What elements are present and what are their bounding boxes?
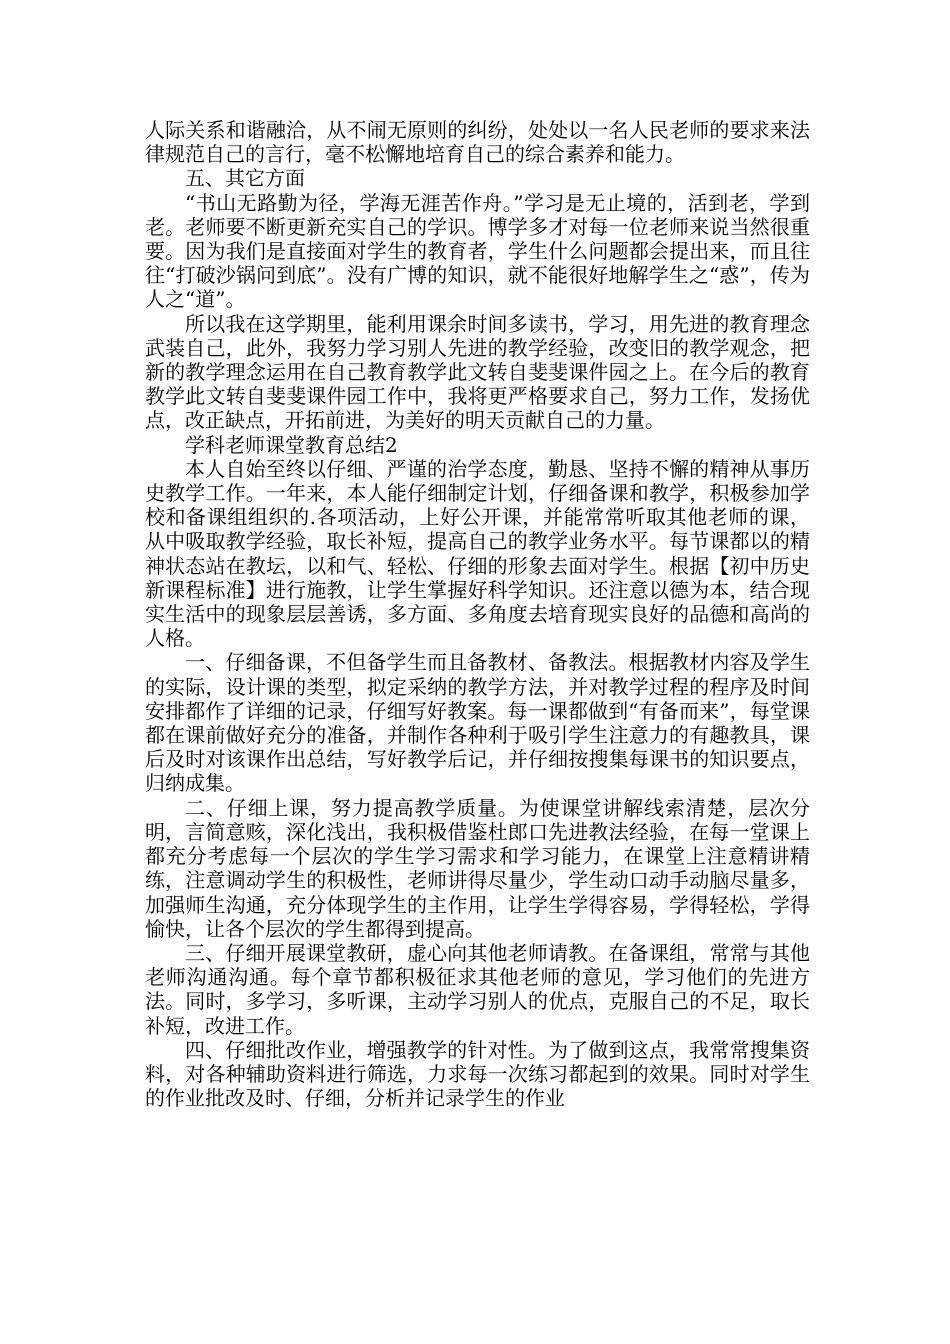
paragraph: 人际关系和谐融洽，从不闹无原则的纠纷，处处以一名人民老师的要求来法律规范自己的言行，毫不松懈地培育自己的综合素养和能力。 (145, 118, 810, 167)
paragraph: 二、仔细上课，努力提高教学质量。为使课堂讲解线索清楚，层次分明，言简意赅，深化浅出，我积极借鉴杜郎口先进教法经验，在每一堂课上都充分考虑每一个层次的学生学习需求和学习能力，在课堂上注意精讲精练，注意调动学生的积极性，老师讲得尽量少，学生动口动手动脑尽量多，加强师生沟通，充分体现学生的主作用，让学生学得容易，学得轻松，学得愉快，让各个层次的学生都得到提高。 (145, 795, 810, 941)
paragraph: “书山无路勤为径，学海无涯苦作舟。”学习是无止境的，活到老，学到老。老师要不断更新充实自己的学识。博学多才对每一位老师来说当然很重要。因为我们是直接面对学生的教育者，学生什么问题都会提出来，而且往往“打破沙锅问到底”。没有广博的知识，就不能很好地解学生之“惑”，传为人之“道”。 (145, 190, 810, 312)
section-heading: 五、其它方面 (185, 166, 305, 191)
section-heading: 学科老师课堂教育总结2 (185, 432, 398, 457)
paragraph: 本人自始至终以仔细、严谨的治学态度，勤恳、坚持不懈的精神从事历史教学工作。一年来，本人能仔细制定计划，仔细备课和教学，积极参加学校和备课组组织的.各项活动，上好公开课，并能常常听取其他老师的课，从中吸取教学经验，取长补短，提高自己的教学业务水平。每节课都以的精神状态站在教坛，以和气、轻松、仔细的形象去面对学生。根据【初中历史新课程标准】进行施教，让学生掌握好科学知识。还注意以德为本，结合现实生活中的现象层层善诱，多方面、多角度去培育现实良好的品德和高尚的人格。 (145, 456, 810, 651)
document-page (145, 118, 810, 1110)
paragraph: 所以我在这学期里，能利用课余时间多读书，学习，用先进的教育理念武装自己，此外，我努力学习别人先进的教学经验，改变旧的教学观念，把新的教学理念运用在自己教育教学此文转自斐斐课件园之上。在今后的教育教学此文转自斐斐课件园工作中，我将更严格要求自己，努力工作，发扬优点，改正缺点，开拓前进，为美好的明天贡献自己的力量。 (145, 311, 810, 433)
paragraph: 三、仔细开展课堂教研，虚心向其他老师请教。在备课组，常常与其他老师沟通沟通。每个章节都积极征求其他老师的意见，学习他们的先进方法。同时，多学习，多听课，主动学习别人的优点，克服自己的不足，取长补短，改进工作。 (145, 940, 810, 1038)
paragraph: 一、仔细备课，不但备学生而且备教材、备教法。根据教材内容及学生的实际，设计课的类型，拟定采纳的教学方法，并对教学过程的程序及时间安排都作了详细的记录，仔细写好教案。每一课都做到“有备而来”，每堂课都在课前做好充分的准备，并制作各种利于吸引学生注意力的有趣教具，课后及时对该课作出总结，写好教学后记，并仔细按搜集每课书的知识要点，归纳成集。 (145, 650, 810, 796)
paragraph: 四、仔细批改作业，增强教学的针对性。为了做到这点，我常常搜集资料，对各种辅助资料进行筛选，力求每一次练习都起到的效果。同时对学生的作业批改及时、仔细，分析并记录学生的作业 (145, 1037, 810, 1111)
